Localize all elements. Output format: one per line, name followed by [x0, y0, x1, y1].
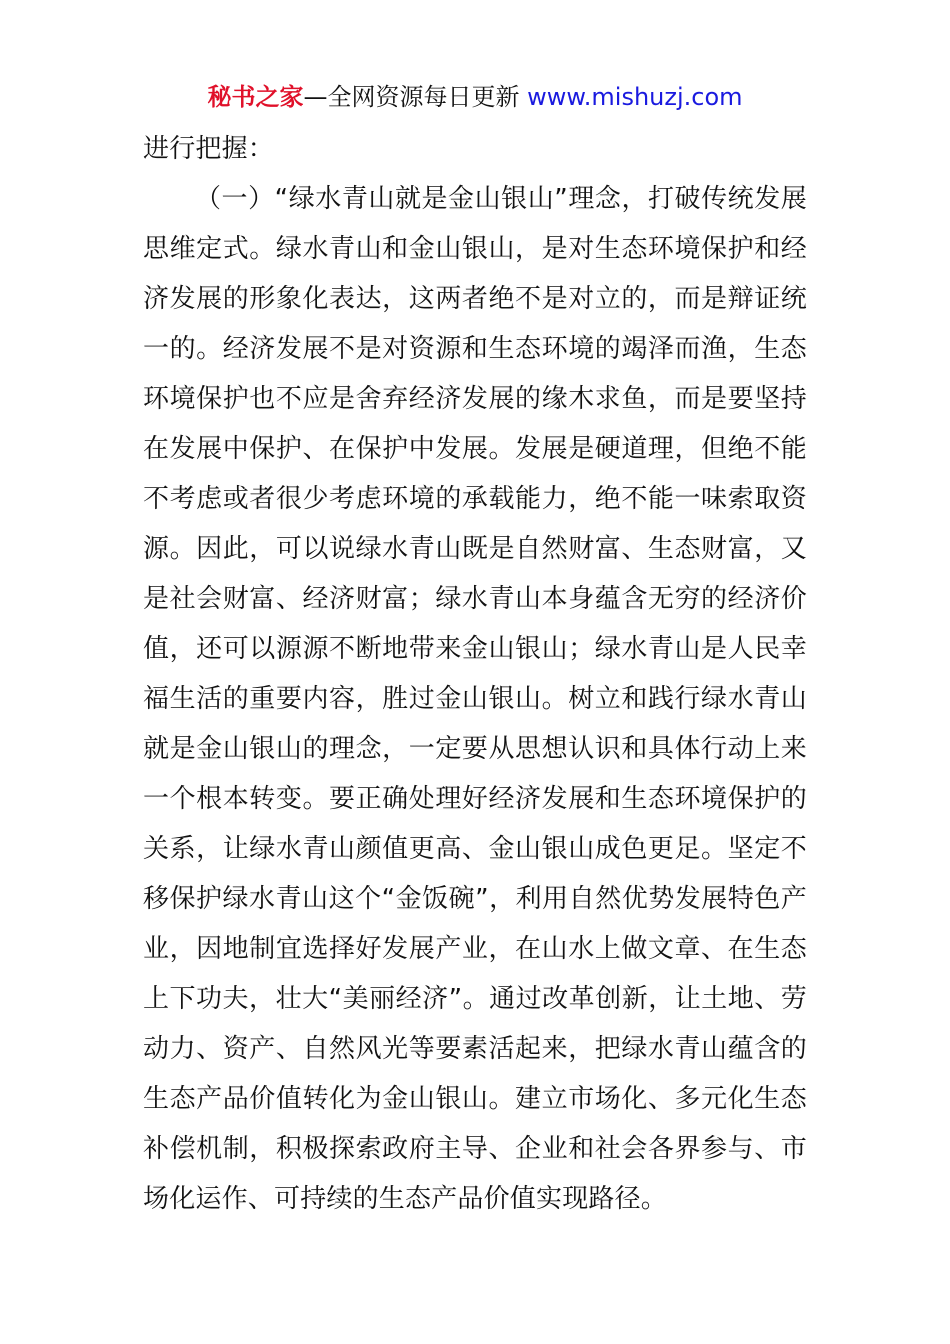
site-brand: 秘书之家 — [207, 83, 304, 111]
document-body — [143, 124, 807, 1224]
body-paragraph: （一）“绿水青山就是金山银山”理念，打破传统发展思维定式。绿水青山和金山银山，是对生态环境保护和经济发展的形象化表达，这两者绝不是对立的，而是辩证统一的。经济发展不是对资源和生态环境的竭泽而渔，生态环境保护也不应是舍弃经济发展的缘木求鱼，而是要坚持在发展中保护、在保护中发展。发展是硬道理，但绝不能不考虑或者很少考虑环境的承载能力，绝不能一味索取资源。因此，可以说绿水青山既是自然财富、生态财富，又是社会财富、经济财富；绿水青山本身蕴含无穷的经济价值，还可以源源不断地带来金山银山；绿水青山是人民幸福生活的重要内容，胜过金山银山。树立和践行绿水青山就是金山银山的理念，一定要从思想认识和具体行动上来一个根本转变。要正确处理好经济发展和生态环境保护的关系，让绿水青山颜值更高、金山银山成色更足。坚定不移保护绿水青山这个“金饭碗”，利用自然优势发展特色产业，因地制宜选择好发展产业，在山水上做文章、在生态上下功夫，壮大“美丽经济”。通过改革创新，让土地、劳动力、资产、自然风光等要素活起来，把绿水青山蕴含的生态产品价值转化为金山银山。建立市场化、多元化生态补偿机制，积极探索政府主导、企业和社会各界参与、市场化运作、可持续的生态产品价值实现路径。 — [143, 184, 807, 1214]
site-url-link[interactable]: www.mishuzj.com — [527, 83, 743, 111]
site-header — [0, 80, 950, 114]
site-tagline: —全网资源每日更新 — [303, 83, 528, 111]
lead-line: 进行把握： — [143, 134, 275, 164]
